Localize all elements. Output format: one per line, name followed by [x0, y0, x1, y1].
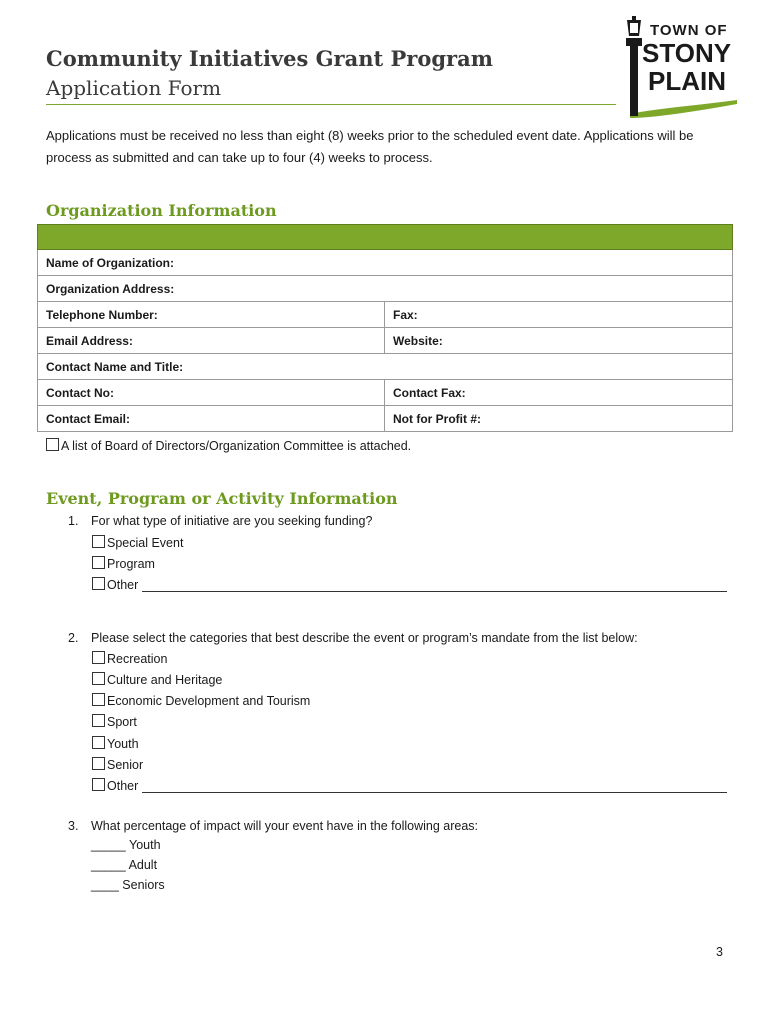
- q3-blank[interactable]: _____: [91, 838, 126, 852]
- checkbox[interactable]: [92, 757, 105, 770]
- website-field[interactable]: Website:: [385, 328, 733, 354]
- q1-number: 1.: [68, 514, 79, 528]
- q2-option-senior[interactable]: Senior: [92, 757, 143, 772]
- contact-no-field[interactable]: Contact No:: [38, 380, 385, 406]
- checkbox[interactable]: [92, 778, 105, 791]
- contact-fax-field[interactable]: Contact Fax:: [385, 380, 733, 406]
- q3-number: 3.: [68, 819, 79, 833]
- q2-option-culture[interactable]: Culture and Heritage: [92, 672, 222, 687]
- q3-blank[interactable]: ____: [91, 878, 119, 892]
- checkbox[interactable]: [46, 438, 59, 451]
- org-info-table: [37, 224, 733, 432]
- form-subtitle: Application Form: [46, 76, 222, 100]
- table-row: [38, 406, 733, 432]
- q2-option-economic[interactable]: Economic Development and Tourism: [92, 693, 310, 708]
- checkbox[interactable]: [92, 577, 105, 590]
- intro-text: Applications must be received no less than eight (8) weeks prior to the scheduled event date. Applications will be process as submitted and can take up to four (4) weeks to process.: [46, 128, 694, 165]
- table-header-bar: [38, 225, 733, 250]
- form-title: Community Initiatives Grant Program: [46, 46, 493, 71]
- checkbox[interactable]: [92, 736, 105, 749]
- board-checkbox-row[interactable]: [46, 438, 411, 453]
- fax-field[interactable]: Fax:: [385, 302, 733, 328]
- q2-other-line[interactable]: [142, 779, 727, 793]
- q2-text: Please select the categories that best describe the event or program’s mandate from the list below:: [91, 631, 638, 645]
- q1-option-other[interactable]: Other: [92, 577, 727, 592]
- not-for-profit-field[interactable]: Not for Profit #:: [385, 406, 733, 432]
- table-row: [38, 354, 733, 380]
- logo-line3: PLAIN: [648, 66, 726, 96]
- table-row: [38, 276, 733, 302]
- q3-blank[interactable]: _____: [91, 858, 126, 872]
- table-row: [38, 302, 733, 328]
- table-row: [38, 328, 733, 354]
- q1-text: For what type of initiative are you seeking funding?: [91, 514, 373, 528]
- page-number: 3: [716, 945, 723, 959]
- header-divider: [46, 104, 616, 105]
- q3-item-seniors[interactable]: ____ Seniors: [91, 878, 165, 892]
- checkbox[interactable]: [92, 693, 105, 706]
- checkbox[interactable]: [92, 535, 105, 548]
- q2-option-recreation[interactable]: Recreation: [92, 651, 167, 666]
- checkbox[interactable]: [92, 651, 105, 664]
- q1-option-program[interactable]: Program: [92, 556, 155, 571]
- q1-other-line[interactable]: [142, 578, 727, 592]
- q3-item-adult[interactable]: _____ Adult: [91, 858, 158, 872]
- email-field[interactable]: Email Address:: [38, 328, 385, 354]
- logo-line2: STONY: [642, 38, 732, 68]
- checkbox[interactable]: [92, 672, 105, 685]
- org-name-field[interactable]: Name of Organization:: [38, 250, 733, 276]
- org-section-heading: Organization Information: [46, 201, 277, 220]
- q3-text: What percentage of impact will your event have in the following areas:: [91, 819, 479, 833]
- contact-email-field[interactable]: Contact Email:: [38, 406, 385, 432]
- q3-item-youth[interactable]: _____ Youth: [91, 838, 161, 852]
- q2-option-youth[interactable]: Youth: [92, 736, 139, 751]
- telephone-field[interactable]: Telephone Number:: [38, 302, 385, 328]
- table-row: [38, 380, 733, 406]
- board-checkbox-label: A list of Board of Directors/Organization Committee is attached.: [61, 439, 412, 453]
- org-address-field[interactable]: Organization Address:: [38, 276, 733, 302]
- q2-option-sport[interactable]: Sport: [92, 714, 137, 729]
- q1-option-special-event[interactable]: Special Event: [92, 535, 183, 550]
- event-section-heading: Event, Program or Activity Information: [46, 489, 398, 508]
- q2-number: 2.: [68, 631, 79, 645]
- logo-line1: TOWN OF: [650, 22, 728, 39]
- checkbox[interactable]: [92, 714, 105, 727]
- q2-option-other[interactable]: Other: [92, 778, 727, 793]
- contact-name-field[interactable]: Contact Name and Title:: [38, 354, 733, 380]
- table-row: [38, 250, 733, 276]
- town-logo: [612, 14, 742, 124]
- checkbox[interactable]: [92, 556, 105, 569]
